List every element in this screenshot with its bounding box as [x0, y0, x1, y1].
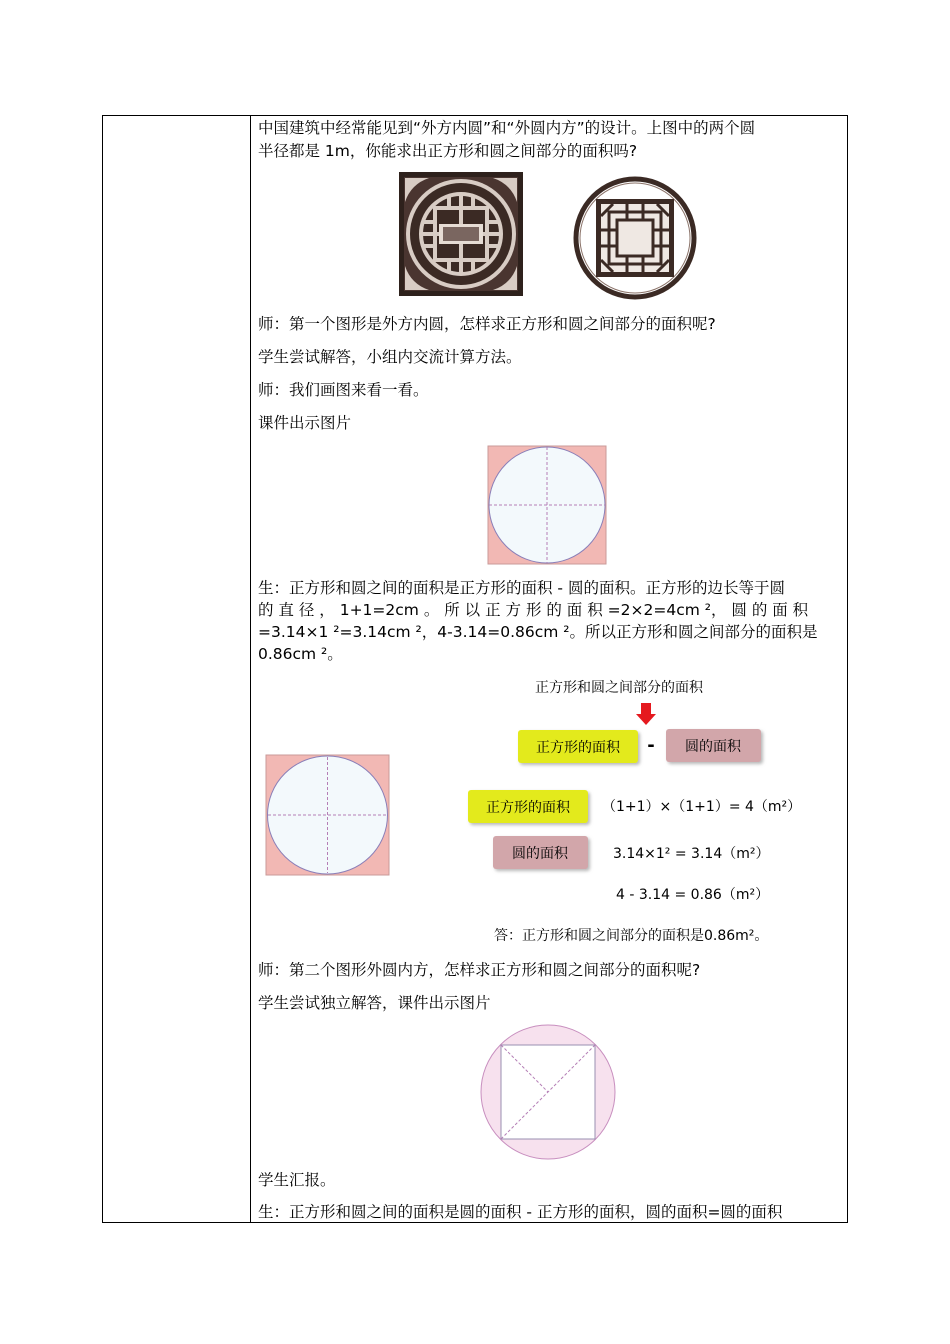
teacher-question-1: 师：第一个图形是外方内圆，怎样求正方形和圆之间部分的面积呢?: [258, 315, 716, 333]
row3-formula: 4 - 3.14 = 0.86（m²）: [616, 887, 770, 903]
lattice-window-square-icon: [399, 172, 523, 296]
square-area-box-label: 正方形的面积: [536, 740, 620, 756]
students-try-2-text: 学生尝试独立解答，课件出示图片: [258, 994, 491, 1012]
circle-with-inscribed-square: [478, 1022, 618, 1162]
diagram-answer: 答：正方形和圆之间部分的面积是0.86m²。: [494, 928, 769, 944]
area-explanation-diagram: [258, 672, 840, 952]
row1-square-label: 正方形的面积: [486, 800, 570, 816]
students-report-text: 学生汇报。: [258, 1171, 336, 1189]
intro-text-line-2: 半径都是 1m，你能求出正方形和圆之间部分的面积吗?: [258, 142, 638, 160]
square-with-inscribed-circle: [487, 445, 607, 565]
row2-circle-label: 圆的面积: [512, 846, 568, 862]
courseware-text-1: 课件出示图片: [258, 414, 352, 432]
column-divider: [250, 116, 251, 1222]
minus-sign: -: [647, 735, 655, 756]
red-down-arrow-icon: [636, 703, 656, 725]
diagram-title: 正方形和圆之间部分的面积: [535, 680, 703, 696]
students-try-text: 学生尝试解答，小组内交流计算方法。: [258, 348, 522, 366]
student-answer-line-2: 的 直 径 ， 1+1=2cm 。 所 以 正 方 形 的 面 积 =2×2=4cm ²， 圆 的 面 积: [258, 601, 809, 619]
circle-area-box-label: 圆的面积: [685, 739, 741, 755]
small-square-with-circle: [266, 755, 389, 875]
teacher-question-2: 师：第二个图形外圆内方，怎样求正方形和圆之间部分的面积呢?: [258, 961, 701, 979]
student-answer-line-1: 生：正方形和圆之间的面积是正方形的面积 - 圆的面积。正方形的边长等于圆: [258, 579, 785, 597]
row2-formula: 3.14×1² = 3.14（m²）: [613, 846, 770, 862]
student-answer-2: 生：正方形和圆之间的面积是圆的面积 - 正方形的面积，圆的面积=圆的面积: [258, 1203, 783, 1221]
student-answer-line-4: 0.86cm ²。: [258, 645, 343, 663]
row1-formula: （1+1）×（1+1）= 4（m²）: [602, 799, 802, 815]
intro-text-line-1: 中国建筑中经常能见到“外方内圆”和“外圆内方”的设计。上图中的两个圆: [258, 119, 756, 137]
lattice-window-round-icon: [573, 176, 697, 300]
student-answer-line-3: =3.14×1 ²=3.14cm ²，4-3.14=0.86cm ²。所以正方形和圆之间部分的面积是: [258, 623, 818, 641]
teacher-draw-text: 师：我们画图来看一看。: [258, 381, 429, 399]
